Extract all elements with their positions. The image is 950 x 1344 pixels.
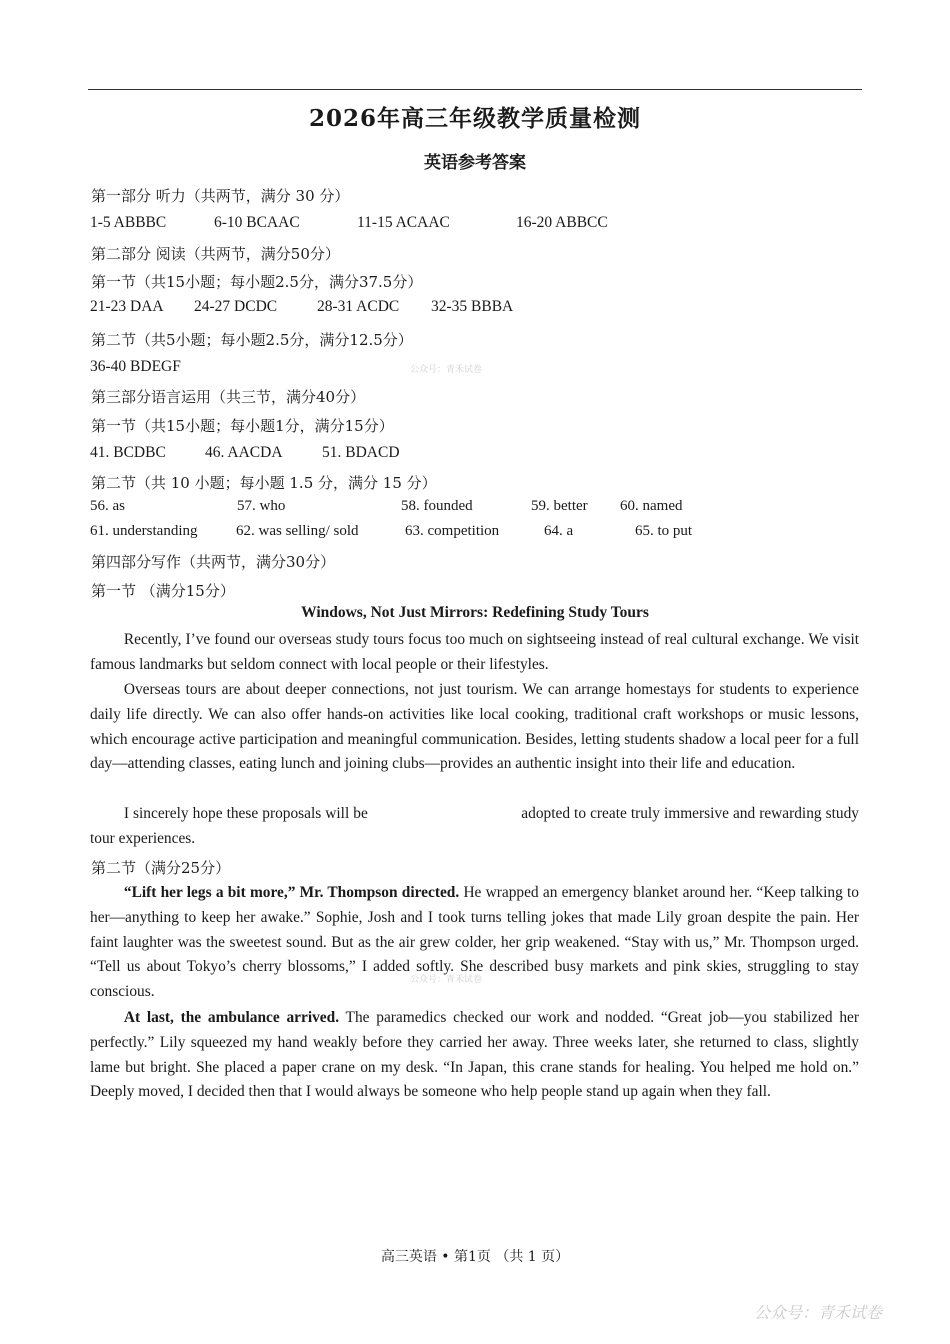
part2-section1-heading: 第一节（共15小题；每小题2.5分，满分37.5分） [91,273,423,291]
part3-answer: 57. who [237,498,286,514]
part3-answer: 51. BDACD [322,444,400,461]
part3-answer: 46. AACDA [205,444,283,461]
story-paragraph [90,881,859,1005]
part1-answer: 11-15 ACAAC [357,214,450,231]
part3-section2-heading: 第二节（共 10 小题；每小题 1.5 分，满分 15 分） [91,474,437,492]
part3-answer: 64. a [544,523,574,539]
part2-answer: 32-35 BBBA [431,298,514,315]
part2-section2-heading: 第二节（共5小题；每小题2.5分，满分12.5分） [91,331,413,349]
part3-answer: 63. competition [405,523,500,539]
part3-answer: 60. named [620,498,683,514]
part1-answer: 6-10 BCAAC [214,214,300,231]
watermark-text: 公众号：青禾试卷 [410,365,483,375]
page-subtitle: 英语参考答案 [424,153,526,173]
part1-answer: 1-5 ABBBC [90,214,167,231]
part4-heading: 第四部分写作（共两节，满分30分） [91,553,336,571]
part2-answer: 21-23 DAA [90,298,164,315]
page-title: 2026年高三年级教学质量检测 [308,105,641,132]
story-lead: At last, the ambulance arrived. [123,1009,340,1026]
top-rule [88,89,862,90]
story-lead: “Lift her legs a bit more,” Mr. Thompson directed. [123,884,460,901]
part3-answer: 62. was selling/ sold [236,523,359,539]
essay-paragraph: Recently, I’ve found our overseas study tours focus too much on sightseeing instead of real cultural exchange. We visit famous landmarks but seldom connect with local people or their lifestyles. [90,631,859,673]
part2-answer: 36-40 BDEGF [90,358,181,375]
story-text: He wrapped an emergency blanket around her. “Keep talking to her—anything to keep her awake.” Sophie, Josh and I took turns telling jokes that made Lily groan despite the pain. Her faint laughter was the sweetest sound. But as the air grew colder, her grip weakened. “Stay with us,” Mr. Thompson urged. “Tell us about Tokyo’s cherry blossoms,” I added softly. She described busy markets and pink skies, struggling to stay conscious. [90,884,859,1001]
part3-section1-heading: 第一节（共15小题；每小题1分，满分15分） [91,417,394,435]
part2-answer: 28-31 ACDC [317,298,400,315]
essay-title: Windows, Not Just Mirrors: Redefining Study Tours [301,604,649,621]
part3-answer: 65. to put [635,523,693,539]
part2-heading: 第二部分 阅读（共两节，满分50分） [91,245,340,263]
part3-answer: 58. founded [401,498,473,514]
part3-answer: 59. better [531,498,588,514]
corner-watermark: 公众号：青禾试卷 [753,1303,882,1322]
essay-paragraph: Overseas tours are about deeper connections, not just tourism. We can arrange homestays for students to experience daily life directly. We can also offer hands-on activities like local cooking, traditional craft workshops or music lessons, which encourage active participation and meaningful communication. Besides, letting students shadow a local peer for a full day—attending classes, eating lunch and joining clubs—provides an authentic insight into their life and education. [90,681,859,773]
part2-answer: 24-27 DCDC [194,298,278,315]
part4-section1-heading: 第一节 （满分15分） [91,582,235,600]
story-text: The paramedics checked our work and nodded. “Great job—you stabilized her perfectly.” Lily squeezed my hand weakly before they carried her away. Three weeks later, she returned to class, slightly lame but bright. She placed a paper crane on my desk. “In Japan, this crane stands for healing. You helped me hold on.” Deeply moved, I decided then that I would always be someone who help people stand up again when they fall. [90,1009,860,1101]
essay-paragraph: I sincerely hope these proposals will be adopted to create truly immersive and rewarding study tour experiences. [90,805,863,847]
part3-answer: 41. BCDBC [90,444,166,461]
story-paragraph [90,1006,859,1105]
part1-answer: 16-20 ABBCC [516,214,608,231]
part1-heading: 第一部分 听力（共两节，满分 30 分） [91,187,350,205]
watermark-text: 公众号：青禾试卷 [410,975,483,985]
part4-section2-heading: 第二节（满分25分） [91,859,231,877]
part3-heading: 第三部分语言运用（共三节，满分40分） [91,388,366,406]
page-footer: 高三英语 • 第1页 （共 1 页） [380,1249,570,1265]
part3-answer: 61. understanding [90,523,198,539]
part3-answer: 56. as [90,498,125,514]
